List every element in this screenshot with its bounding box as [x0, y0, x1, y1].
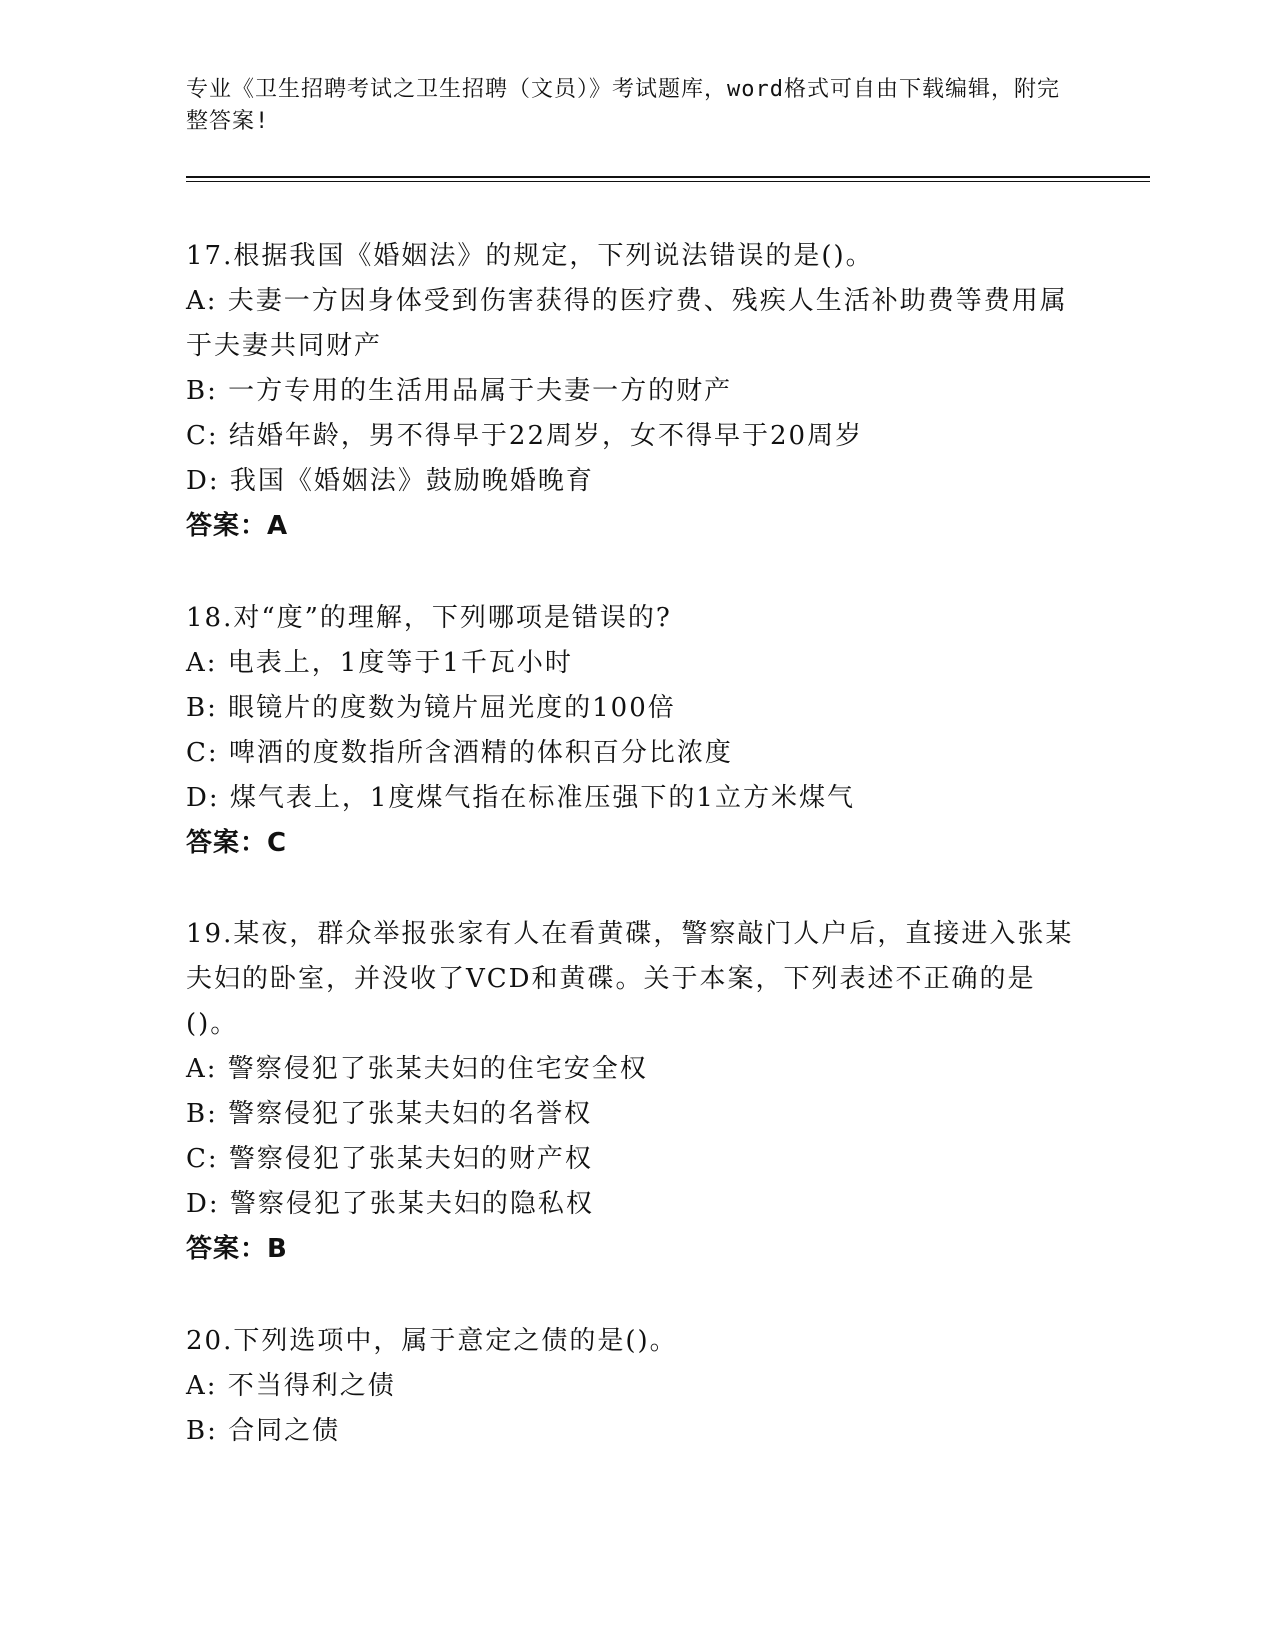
option-d: D: 我国《婚姻法》鼓励晚婚晚育 — [186, 466, 594, 496]
answer-label: 答案：A — [186, 511, 289, 541]
question-stem: 20.下列选项中，属于意定之债的是()。 — [186, 1326, 678, 1356]
question-17 — [186, 234, 1086, 549]
option-a: A: 警察侵犯了张某夫妇的住宅安全权 — [186, 1054, 648, 1084]
question-20 — [186, 1319, 1086, 1454]
option-d: D: 煤气表上，1度煤气指在标准压强下的1立方米煤气 — [186, 783, 855, 813]
option-c: C: 啤酒的度数指所含酒精的体积百分比浓度 — [186, 738, 733, 768]
answer-label: 答案：B — [186, 1234, 288, 1264]
question-stem: 18.对“度”的理解，下列哪项是错误的? — [186, 603, 672, 633]
option-a: A: 夫妻一方因身体受到伤害获得的医疗费、残疾人生活补助费等费用属于夫妻共同财产 — [186, 286, 1068, 361]
question-stem: 19.某夜，群众举报张家有人在看黄碟，警察敲门人户后，直接进入张某夫妇的卧室，并没收了VCD和黄碟。关于本案，下列表述不正确的是()。 — [186, 919, 1074, 1039]
option-b: B: 眼镜片的度数为镜片屈光度的100倍 — [186, 693, 676, 723]
question-18 — [186, 596, 1086, 866]
option-b: B: 警察侵犯了张某夫妇的名誉权 — [186, 1099, 593, 1129]
option-b: B: 一方专用的生活用品属于夫妻一方的财产 — [186, 376, 733, 406]
document-header: 专业《卫生招聘考试之卫生招聘（文员）》考试题库，word格式可自由下载编辑，附完整答案! — [186, 77, 1060, 134]
option-a: A: 电表上，1度等于1千瓦小时 — [186, 648, 573, 678]
option-b: B: 合同之债 — [186, 1416, 341, 1446]
answer-label: 答案：C — [186, 828, 288, 858]
header-divider — [186, 176, 1150, 182]
option-c: C: 警察侵犯了张某夫妇的财产权 — [186, 1144, 593, 1174]
option-a: A: 不当得利之债 — [186, 1371, 396, 1401]
question-19 — [186, 912, 1086, 1272]
question-stem: 17.根据我国《婚姻法》的规定，下列说法错误的是()。 — [186, 241, 874, 271]
option-c: C: 结婚年龄，男不得早于22周岁，女不得早于20周岁 — [186, 421, 864, 451]
option-d: D: 警察侵犯了张某夫妇的隐私权 — [186, 1189, 594, 1219]
